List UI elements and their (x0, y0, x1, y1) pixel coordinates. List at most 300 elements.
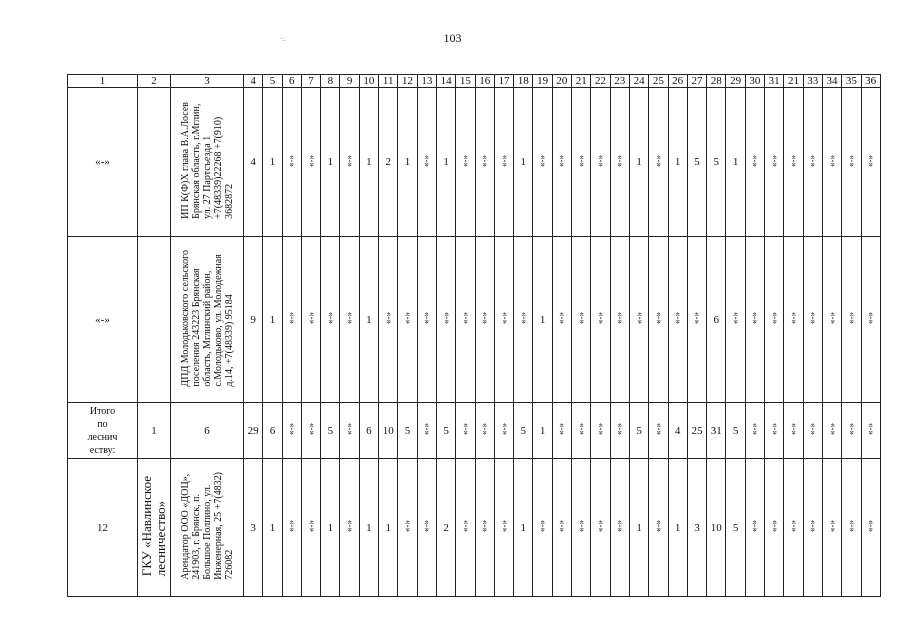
value-cell-text: 1 (539, 424, 546, 437)
value-cell-text: «-» (865, 520, 876, 532)
value-cell (591, 403, 610, 459)
value-cell (417, 88, 436, 237)
value-cell (861, 403, 880, 459)
value-cell (572, 88, 591, 237)
value-cell (803, 459, 822, 597)
value-cell (726, 403, 745, 459)
value-cell (668, 237, 687, 403)
value-cell-text: «-» (826, 312, 837, 324)
value-cell (494, 459, 513, 597)
value-cell (282, 403, 301, 459)
value-cell-text: 3 (250, 521, 256, 534)
value-cell (842, 237, 861, 403)
value-cell-text: «-» (652, 154, 663, 167)
value-cell (784, 403, 803, 459)
table-row (68, 403, 881, 459)
value-cell-text: 5 (327, 424, 334, 437)
cell-organization (171, 237, 244, 403)
value-cell-text: 1 (674, 521, 681, 534)
value-cell (359, 237, 378, 403)
value-cell (282, 459, 301, 597)
value-cell (514, 403, 533, 459)
value-cell (745, 237, 764, 403)
value-cell (822, 403, 841, 459)
value-cell (340, 237, 359, 403)
value-cell-text: «-» (826, 154, 837, 167)
value-cell (379, 403, 398, 459)
value-cell-text: «-» (575, 154, 586, 167)
value-cell-text: «-» (498, 312, 509, 324)
header-cell: 21 (784, 75, 803, 88)
value-cell (417, 459, 436, 597)
value-cell-text: «-» (344, 154, 355, 167)
header-cell: 4 (244, 75, 263, 88)
value-cell (398, 88, 417, 237)
value-cell (649, 88, 668, 237)
value-cell-text: 1 (404, 156, 411, 168)
value-cell-text: 10 (382, 424, 394, 437)
value-cell-text: «-» (594, 520, 605, 532)
value-cell (301, 237, 320, 403)
value-cell-text: «-» (845, 520, 856, 532)
value-cell-text: «-» (826, 423, 837, 435)
value-cell (301, 403, 320, 459)
value-cell-text: «-» (614, 520, 625, 532)
value-cell (494, 88, 513, 237)
value-cell-text: «-» (768, 154, 779, 167)
value-cell (861, 237, 880, 403)
value-cell (340, 88, 359, 237)
value-cell-text: 1 (674, 156, 681, 168)
cell-number-text: «-» (95, 156, 110, 168)
header-cell: 13 (417, 75, 436, 88)
header-cell: 22 (591, 75, 610, 88)
value-cell (668, 403, 687, 459)
value-cell (649, 403, 668, 459)
header-cell: 11 (379, 75, 398, 88)
value-cell (784, 88, 803, 237)
value-cell (687, 88, 706, 237)
value-cell-text: 5 (443, 424, 449, 437)
value-cell-text: «-» (575, 520, 586, 532)
value-cell-text: «-» (537, 154, 548, 167)
value-cell (726, 88, 745, 237)
header-cell: 20 (552, 75, 571, 88)
value-cell-text: «-» (787, 312, 798, 324)
value-cell-text: 1 (520, 156, 527, 168)
value-cell (707, 459, 726, 597)
value-cell (572, 237, 591, 403)
value-cell-text: «-» (498, 423, 509, 435)
table-row (68, 237, 881, 403)
value-cell-text: «-» (305, 154, 316, 167)
value-cell-text: «-» (517, 312, 528, 324)
header-cell: 6 (282, 75, 301, 88)
value-cell-text: «-» (807, 520, 818, 532)
header-cell: 35 (842, 75, 861, 88)
value-cell-text: «-» (440, 312, 451, 324)
value-cell-text: «-» (556, 312, 567, 324)
value-cell-text: «-» (459, 154, 470, 167)
value-cell-text: «-» (459, 312, 470, 324)
value-cell-text: «-» (421, 423, 432, 435)
value-cell (359, 88, 378, 237)
table-row (68, 88, 881, 237)
value-cell (533, 403, 552, 459)
value-cell (436, 88, 455, 237)
value-cell (591, 88, 610, 237)
value-cell-text: «-» (807, 312, 818, 324)
value-cell (321, 237, 340, 403)
value-cell (610, 237, 629, 403)
header-cell: 24 (629, 75, 648, 88)
value-cell-text: 5 (694, 156, 700, 168)
value-cell-text: «-» (594, 423, 605, 435)
value-cell-text: 5 (636, 424, 642, 437)
value-cell-text: «-» (652, 312, 663, 324)
value-cell-text: 1 (443, 156, 449, 168)
cell-number-text: 12 (97, 521, 108, 534)
header-cell: 27 (687, 75, 706, 88)
value-cell (803, 88, 822, 237)
value-cell-text: «-» (498, 154, 509, 167)
value-cell-text: «-» (402, 520, 413, 532)
value-cell-text: 1 (269, 521, 276, 534)
value-cell (572, 403, 591, 459)
header-cell: 23 (610, 75, 629, 88)
value-cell (494, 403, 513, 459)
value-cell-text: «-» (787, 520, 798, 532)
value-cell (436, 403, 455, 459)
page-number: 103 (443, 31, 462, 45)
value-cell-text: «-» (479, 520, 490, 532)
cell-number-text: «-» (95, 313, 110, 326)
value-cell (417, 237, 436, 403)
value-cell (552, 237, 571, 403)
value-cell-text: 1 (327, 521, 334, 534)
value-cell-text: «-» (787, 154, 798, 167)
value-cell (359, 459, 378, 597)
cell-forestry (138, 403, 171, 459)
value-cell-text: «-» (556, 520, 567, 532)
value-cell-text: 1 (366, 156, 372, 168)
value-cell (456, 459, 475, 597)
cell-forestry (138, 459, 171, 597)
value-cell-text: «-» (421, 154, 432, 167)
header-cell: 31 (765, 75, 784, 88)
value-cell-text: «-» (479, 312, 490, 324)
value-cell-text: «-» (286, 154, 297, 167)
header-cell: 36 (861, 75, 880, 88)
header-cell: 5 (263, 75, 282, 88)
value-cell-text: «-» (305, 423, 316, 435)
cell-organization-text: ДПД Молодьковского сельского поселения 243223 Брянская область, Мглинский район, с.Молодьково, ул. Молодежная д.14, +7(48339) 95184 (179, 249, 235, 387)
value-cell-text: «-» (286, 520, 297, 532)
value-cell (726, 237, 745, 403)
header-cell: 3 (171, 75, 244, 88)
value-cell (629, 237, 648, 403)
value-cell (687, 237, 706, 403)
value-cell-text: «-» (556, 154, 567, 167)
value-cell (591, 237, 610, 403)
table-row (68, 459, 881, 597)
value-cell (668, 459, 687, 597)
value-cell-text: «-» (768, 423, 779, 435)
value-cell (475, 403, 494, 459)
cell-number (68, 403, 138, 459)
value-cell-text: «-» (305, 312, 316, 324)
value-cell-text: «-» (305, 520, 316, 532)
value-cell (629, 459, 648, 597)
value-cell-text: «-» (845, 423, 856, 435)
header-cell: 26 (668, 75, 687, 88)
value-cell (398, 459, 417, 597)
cell-forestry (138, 88, 171, 237)
value-cell (842, 459, 861, 597)
value-cell (784, 459, 803, 597)
value-cell (822, 459, 841, 597)
value-cell-text: 1 (269, 156, 276, 168)
cell-number (68, 237, 138, 403)
value-cell-text: «-» (865, 154, 876, 167)
value-cell-text: «-» (652, 520, 663, 532)
value-cell-text: 5 (732, 521, 739, 534)
value-cell-text: «-» (730, 312, 741, 324)
value-cell (649, 459, 668, 597)
value-cell (687, 459, 706, 597)
value-cell (687, 403, 706, 459)
header-row (68, 75, 881, 88)
value-cell (475, 237, 494, 403)
value-cell-text: 10 (710, 521, 722, 534)
forestry-table (67, 74, 881, 597)
value-cell-text: «-» (459, 423, 470, 435)
value-cell (861, 459, 880, 597)
value-cell (707, 237, 726, 403)
cell-organization-text: ИП К(Ф)Х глава В.А.Лосев Брянская область, г.Мглин, ул. 27 Партсъезда 1 +7(48339)22268 +7(910) 3682872 (179, 102, 235, 219)
value-cell-text: «-» (344, 520, 355, 532)
value-cell (263, 237, 282, 403)
value-cell (379, 237, 398, 403)
value-cell-text: «-» (344, 312, 355, 324)
value-cell-text: 5 (404, 424, 411, 437)
value-cell (417, 403, 436, 459)
value-cell (514, 459, 533, 597)
value-cell-text: «-» (286, 312, 297, 324)
header-cell: 16 (475, 75, 494, 88)
value-cell-text: 1 (327, 156, 334, 168)
value-cell (572, 459, 591, 597)
value-cell (321, 88, 340, 237)
value-cell-text: «-» (594, 154, 605, 167)
value-cell-text: 4 (250, 156, 256, 168)
value-cell-text: «-» (749, 520, 760, 532)
value-cell-text: 1 (385, 521, 391, 534)
value-cell-text: «-» (691, 312, 702, 324)
header-cell: 2 (138, 75, 171, 88)
value-cell (552, 459, 571, 597)
value-cell (861, 88, 880, 237)
value-cell (301, 88, 320, 237)
value-cell-text: 3 (694, 521, 700, 534)
header-cell: 1 (68, 75, 138, 88)
value-cell (456, 237, 475, 403)
value-cell-text: «-» (787, 423, 798, 435)
value-cell-text: «-» (556, 423, 567, 435)
value-cell (475, 459, 494, 597)
value-cell-text: «-» (807, 423, 818, 435)
value-cell (707, 403, 726, 459)
value-cell-text: «-» (749, 154, 760, 167)
value-cell (668, 88, 687, 237)
value-cell (610, 459, 629, 597)
value-cell-text: «-» (749, 312, 760, 324)
value-cell-text: «-» (575, 312, 586, 324)
value-cell-text: «-» (768, 312, 779, 324)
value-cell (822, 237, 841, 403)
value-cell-text: «-» (652, 423, 663, 435)
value-cell (456, 403, 475, 459)
value-cell (379, 459, 398, 597)
value-cell-text: 6 (366, 424, 372, 437)
value-cell-text: «-» (807, 154, 818, 167)
cell-organization (171, 88, 244, 237)
value-cell (552, 403, 571, 459)
cell-organization (171, 403, 244, 459)
value-cell-text: «-» (614, 154, 625, 167)
value-cell (436, 459, 455, 597)
value-cell (282, 237, 301, 403)
value-cell-text: «-» (749, 423, 760, 435)
value-cell (822, 88, 841, 237)
value-cell-text: «-» (459, 520, 470, 532)
value-cell-text: «-» (845, 154, 856, 167)
value-cell-text: «-» (614, 423, 625, 435)
value-cell-text: 1 (520, 521, 527, 534)
value-cell-text: «-» (402, 312, 413, 324)
value-cell (765, 88, 784, 237)
value-cell (436, 237, 455, 403)
value-cell (514, 237, 533, 403)
value-cell (244, 459, 263, 597)
value-cell (321, 459, 340, 597)
value-cell (803, 403, 822, 459)
cell-number (68, 88, 138, 237)
value-cell-text: 6 (713, 313, 720, 326)
cell-organization (171, 459, 244, 597)
value-cell (784, 237, 803, 403)
value-cell-text: «-» (865, 423, 876, 435)
value-cell-text: 2 (385, 156, 391, 168)
value-cell-text: «-» (537, 520, 548, 532)
value-cell-text: 5 (732, 424, 739, 437)
value-cell (803, 237, 822, 403)
value-cell-text: «-» (633, 312, 644, 324)
value-cell (610, 403, 629, 459)
value-cell-text: «-» (498, 520, 509, 532)
value-cell-text: 1 (539, 313, 546, 326)
value-cell-text: «-» (594, 312, 605, 324)
value-cell-text: «-» (286, 423, 297, 435)
header-cell: 10 (359, 75, 378, 88)
value-cell-text: «-» (324, 312, 335, 324)
value-cell (552, 88, 571, 237)
value-cell (533, 88, 552, 237)
value-cell-text: 1 (269, 313, 276, 326)
value-cell (321, 403, 340, 459)
value-cell-text: «-» (768, 520, 779, 532)
value-cell (263, 403, 282, 459)
value-cell-text: 31 (710, 424, 722, 437)
header-cell: 7 (301, 75, 320, 88)
value-cell (842, 403, 861, 459)
value-cell (263, 88, 282, 237)
cell-organization-text: Арендатор ООО «ДОЦ», 241903, г. Брянск, п. Большое Полпино, ул. Инженерная, 25 +7(4832) 726082 (179, 472, 235, 580)
value-cell (629, 403, 648, 459)
value-cell-text: «-» (382, 312, 393, 324)
header-cell: 15 (456, 75, 475, 88)
value-cell (340, 459, 359, 597)
value-cell-text: 5 (520, 424, 527, 437)
value-cell (842, 88, 861, 237)
value-cell (533, 459, 552, 597)
value-cell-text: «-» (575, 423, 586, 435)
value-cell (649, 237, 668, 403)
value-cell (765, 459, 784, 597)
value-cell-text: 29 (247, 424, 259, 437)
value-cell-text: «-» (344, 423, 355, 435)
value-cell-text: 5 (713, 156, 720, 168)
value-cell-text: «-» (479, 154, 490, 167)
value-cell (282, 88, 301, 237)
value-cell-text: «-» (826, 520, 837, 532)
header-cell: 30 (745, 75, 764, 88)
value-cell (591, 459, 610, 597)
value-cell-text: 1 (732, 156, 739, 168)
cell-number-text: Итого по леснич еству: (87, 405, 118, 456)
header-cell: 33 (803, 75, 822, 88)
value-cell (726, 459, 745, 597)
header-cell: 34 (822, 75, 841, 88)
value-cell (340, 403, 359, 459)
value-cell (398, 403, 417, 459)
value-cell (765, 403, 784, 459)
header-cell: 17 (494, 75, 513, 88)
cell-number (68, 459, 138, 597)
value-cell (610, 88, 629, 237)
value-cell-text: 1 (366, 313, 372, 326)
header-cell: 14 (436, 75, 455, 88)
value-cell-text: 1 (366, 521, 372, 534)
value-cell (533, 237, 552, 403)
value-cell-text: 25 (691, 424, 703, 437)
value-cell (514, 88, 533, 237)
value-cell-text: «-» (479, 423, 490, 435)
value-cell (494, 237, 513, 403)
cell-organization-text: 6 (204, 424, 210, 437)
value-cell (707, 88, 726, 237)
value-cell-text: «-» (421, 312, 432, 324)
value-cell (359, 403, 378, 459)
value-cell (745, 459, 764, 597)
value-cell (745, 403, 764, 459)
header-cell: 19 (533, 75, 552, 88)
scan-speck: ·:. (280, 35, 287, 43)
value-cell (745, 88, 764, 237)
cell-forestry (138, 237, 171, 403)
cell-forestry-text: 1 (151, 424, 157, 437)
value-cell (629, 88, 648, 237)
